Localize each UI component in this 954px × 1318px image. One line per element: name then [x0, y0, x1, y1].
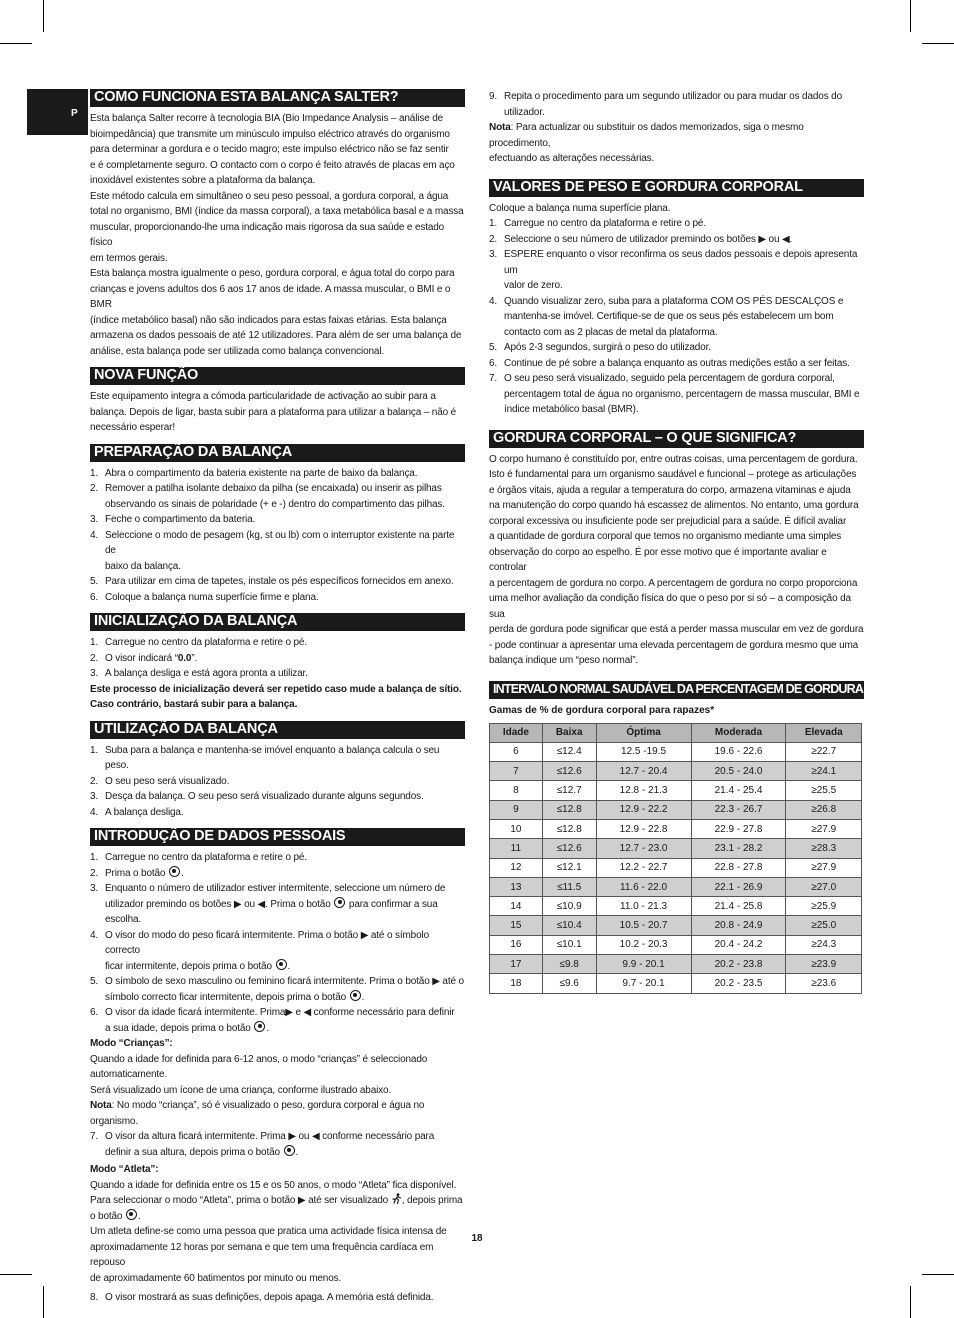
steps-list: [90, 1129, 465, 1160]
crop-mark: [0, 1274, 32, 1275]
text-line: Caso contrário, bastará subir para a balança.: [90, 699, 298, 710]
table-cell: ≤12.1: [542, 858, 596, 877]
text-line: perda de gordura pode significar que está a perder massa muscular em vez de gordura: [489, 624, 864, 635]
list-item: 5. Após 2-3 segundos, surgirá o peso do utilizador.: [489, 342, 711, 353]
text-line: em termos gerais.: [90, 252, 168, 264]
text-line: Quando a idade for definida entre os 15 e os 50 anos, o modo “Atleta” fica disponível.: [90, 1179, 457, 1191]
text-line: Esta balança Salter recorre à tecnologia BIA (Bio Impedance Analysis – análise de: [90, 113, 444, 124]
list-item: 8. O visor mostrará as suas definições, depois apaga. A memória está definida.: [90, 1292, 434, 1303]
section-heading: INTRODUÇÃO DE DADOS PESSOAIS: [90, 828, 465, 846]
section-body: [90, 111, 465, 359]
list-item: 1. Carregue no centro da plataforma e retire o pé.: [90, 852, 307, 863]
table-cell: ≤11.5: [542, 877, 596, 896]
text-line: a quantidade de gordura corporal que temos no organismo mediante uma simples: [489, 531, 842, 542]
table-row: [490, 877, 862, 896]
text-line: Para seleccionar o modo “Atleta”, prima o botão ▶ até ser visualizado , depois prima: [90, 1195, 463, 1206]
text-line: armazena os dados pessoais de até 12 utilizadores. Para além de ser uma balança de: [90, 330, 462, 341]
text-line: Este processo de inicialização deverá ser repetido caso mude a balança de sítio.: [90, 683, 462, 695]
set-button-icon: [254, 1021, 265, 1032]
table-cell: 9.7 - 20.1: [596, 974, 691, 993]
table-caption: Gamas de % de gordura corporal para rapazes*: [489, 704, 715, 716]
list-item: 1. Carregue no centro da plataforma e retire o pé.: [90, 637, 307, 648]
table-cell: 11: [490, 839, 543, 858]
section-heading: GORDURA CORPORAL – O QUE SIGNIFICA?: [489, 430, 864, 448]
text-line: Será visualizado um ícone de uma criança, conforme ilustrado abaixo.: [90, 1084, 392, 1096]
bold-note: [90, 682, 465, 713]
set-button-icon: [276, 959, 287, 970]
table-cell: 12.7 - 23.0: [596, 839, 691, 858]
table-row: [490, 935, 862, 954]
text-line: (índice metabólico basal) não são indicados para estas faixas etárias. Esta balança: [90, 314, 447, 326]
table-cell: 21.4 - 25.4: [691, 781, 786, 800]
list-item: 4. Quando visualizar zero, suba para a plataforma COM OS PÉS DESCALÇOS e mantenha-se imóvel. Certifique-se de que os seus pés estabelecem um bom contacto com as 2 placas de metal da plataforma.: [489, 295, 844, 338]
list-item: 7. O visor da altura ficará intermitente. Prima ▶ ou ◀ conforme necessário para definir a sua altura, depois prima o botão .: [90, 1131, 435, 1158]
table-cell: 22.8 - 27.8: [691, 858, 786, 877]
mode-title: Modo “Crianças”:: [90, 1038, 173, 1049]
list-item: 2. O visor indicará “0.0”.: [90, 652, 198, 664]
table-cell: ≥27.9: [786, 858, 862, 877]
steps-list: [489, 216, 864, 418]
text-line: Este método calcula em simultâneo o seu peso pessoal, a gordura corporal, a água: [90, 190, 449, 202]
table-row: [490, 916, 862, 935]
table-cell: 21.4 - 25.8: [691, 897, 786, 916]
table-cell: 20.5 - 24.0: [691, 762, 786, 781]
table-row: [490, 762, 862, 781]
list-item: 3. ESPERE enquanto o visor reconfirma os seus dados pessoais e depois apresenta um valor de zero.: [489, 249, 858, 291]
list-item: 9. Repita o procedimento para um segundo utilizador ou para mudar os dados do utilizador.: [489, 91, 843, 118]
text-line: automaticamente.: [90, 1069, 168, 1080]
text-line: crianças e jovens adultos dos 6 aos 17 anos de idade. A massa muscular, o BMI e o BMR: [90, 283, 451, 310]
table-cell: 22.1 - 26.9: [691, 877, 786, 896]
text-line: uma melhor avaliação da condição física do que o peso por si só – a composição da sua: [489, 593, 851, 620]
section-body: [489, 452, 864, 669]
list-item: 1. Suba para a balança e mantenha-se imóvel enquanto a balança calcula o seu peso.: [90, 744, 440, 771]
steps-list: [90, 850, 465, 1036]
list-item: 4. A balança desliga.: [90, 806, 184, 818]
table-cell: ≥26.8: [786, 800, 862, 819]
list-item: 2. Seleccione o seu número de utilizador premindo os botões ▶ ou ◀.: [489, 233, 793, 245]
table-cell: ≥23.6: [786, 974, 862, 993]
table-cell: 11.6 - 22.0: [596, 877, 691, 896]
table-cell: 17: [490, 955, 543, 974]
column-header: Elevada: [786, 723, 862, 742]
text-line: Isto é fundamental para um organismo saudável e funcional – protege as articulações: [489, 469, 857, 480]
table-cell: 20.2 - 23.8: [691, 955, 786, 974]
table-cell: ≥27.0: [786, 877, 862, 896]
table-row: [490, 839, 862, 858]
section-heading: NOVA FUNÇÃO: [90, 367, 465, 385]
table-header-row: [490, 723, 862, 742]
table-cell: 22.3 - 26.7: [691, 800, 786, 819]
page-number: 18: [471, 1233, 483, 1244]
section-heading: VALORES DE PESO E GORDURA CORPORAL: [489, 179, 864, 197]
table-cell: 16: [490, 935, 543, 954]
text-line: para determinar a gordura e o tecido magro; este impulso eléctrico não se faz sentir: [90, 144, 449, 155]
list-item: 6. O visor da idade ficará intermitente. Prima▶ e ◀ conforme necessário para definir a sua idade, depois prima o botão .: [90, 1007, 455, 1034]
steps-list: [489, 89, 864, 120]
set-button-icon: [350, 990, 361, 1001]
table-cell: 14: [490, 897, 543, 916]
section-heading: INICIALIZAÇÃO DA BALANÇA: [90, 613, 465, 631]
set-button-icon: [334, 897, 345, 908]
text-line: balança indique um “peso normal”.: [489, 655, 639, 666]
table-cell: 8: [490, 781, 543, 800]
steps-list: [90, 466, 465, 606]
table-cell: 20.2 - 23.5: [691, 974, 786, 993]
table-cell: ≥24.3: [786, 935, 862, 954]
text-line: bioimpedância) que transmite um minúsculo impulso eléctrico através do organismo: [90, 128, 450, 140]
text-line: análise, esta balança pode ser utilizada como balança convencional.: [90, 345, 385, 357]
list-item: 3. Enquanto o número de utilizador estiver intermitente, seleccione um número de utilizador premindo os botões ▶ ou ◀. Prima o botão para confirmar a sua escolha.: [90, 883, 446, 925]
list-item: 2. Remover a patilha isolante debaixo da pilha (se encaixada) ou inserir as pilhas observando os sinais de polaridade (+ e -) dentro do compartimento das pilhas.: [90, 483, 445, 510]
crop-mark: [910, 1286, 911, 1318]
table-cell: ≤12.4: [542, 742, 596, 761]
table-cell: 6: [490, 742, 543, 761]
right-column: [489, 89, 931, 994]
crop-mark: [910, 0, 911, 32]
athlete-icon: [391, 1193, 402, 1204]
text-line: e órgãos vitais, ajuda a regular a temperatura do corpo, armazena vitaminas e ajuda: [489, 484, 851, 496]
set-button-icon: [284, 1145, 295, 1156]
table-row: [490, 974, 862, 993]
table-cell: 22.9 - 27.8: [691, 819, 786, 838]
table-cell: ≤12.8: [542, 800, 596, 819]
table-cell: 20.4 - 24.2: [691, 935, 786, 954]
list-item: 1. Carregue no centro da plataforma e retire o pé.: [489, 218, 706, 229]
table-row: [490, 800, 862, 819]
column-header: Moderada: [691, 723, 786, 742]
table-cell: 7: [490, 762, 543, 781]
text-line: corporal excessiva ou insuficiente pode ser prejudicial para a saúde. É difícil avaliar: [489, 515, 847, 527]
table-cell: 15: [490, 916, 543, 935]
table-cell: ≥23.9: [786, 955, 862, 974]
table-cell: ≥25.9: [786, 897, 862, 916]
table-cell: 23.1 - 28.2: [691, 839, 786, 858]
list-item: 5. Para utilizar em cima de tapetes, instale os pés específicos fornecidos em anexo.: [90, 576, 454, 587]
section-heading: INTERVALO NORMAL SAUDÁVEL DA PERCENTAGEM DE GORDURA CORPORAL: [489, 681, 864, 699]
text-line: balança. Depois de ligar, basta subir para a plataforma para utilizar a balança – não é: [90, 406, 457, 418]
table-cell: ≤10.4: [542, 916, 596, 935]
table-cell: 12.2 - 22.7: [596, 858, 691, 877]
table-cell: 12.7 - 20.4: [596, 762, 691, 781]
text-line: o botão .: [90, 1210, 141, 1222]
table-row: [490, 742, 862, 761]
table-cell: 13: [490, 877, 543, 896]
list-item: 2. O seu peso será visualizado.: [90, 775, 230, 787]
table-cell: ≤9.6: [542, 974, 596, 993]
text-line: na manutenção do corpo quando há escassez de alimentos. No entanto, uma gordura: [489, 500, 859, 511]
text-line: Coloque a balança numa superfície plana.: [489, 202, 671, 214]
list-item: 2. Prima o botão .: [90, 867, 184, 879]
crop-mark: [43, 0, 44, 32]
table-cell: ≥27.9: [786, 819, 862, 838]
table-row: [490, 897, 862, 916]
table-cell: 20.8 - 24.9: [691, 916, 786, 935]
section-heading: COMO FUNCIONA ESTA BALANÇA SALTER?: [90, 89, 465, 107]
list-item: 5. O símbolo de sexo masculino ou feminino ficará intermitente. Prima o botão ▶ até o símbolo correcto ficar intermitente, depois prima o botão .: [90, 976, 464, 1003]
table-cell: 10.2 - 20.3: [596, 935, 691, 954]
text-line: e é completamente seguro. O contacto com o corpo é feito através de placas em aço: [90, 159, 455, 171]
table-cell: 9.9 - 20.1: [596, 955, 691, 974]
crop-mark: [0, 43, 32, 44]
steps-list: [90, 743, 465, 821]
section-heading: PREPARAÇÃO DA BALANÇA: [90, 444, 465, 462]
table-cell: 12.5 -19.5: [596, 742, 691, 761]
text-line: Quando a idade for definida para 6-12 anos, o modo “crianças” é seleccionado: [90, 1053, 428, 1065]
text-line: total no organismo, BMI (índice da massa corporal), a taxa metabólica basal e a massa: [90, 206, 464, 217]
table-cell: ≤12.6: [542, 839, 596, 858]
crop-mark: [43, 1286, 44, 1318]
section-heading: UTILIZAÇÃO DA BALANÇA: [90, 721, 465, 739]
mode-title: Modo “Atleta”:: [90, 1164, 159, 1175]
text-line: aproximadamente 12 horas por semana e que tem uma frequência cardíaca em repouso: [90, 1241, 434, 1268]
table-cell: 10: [490, 819, 543, 838]
table-cell: ≤12.6: [542, 762, 596, 781]
table-row: [490, 819, 862, 838]
table-cell: ≤9.8: [542, 955, 596, 974]
table-cell: 12.9 - 22.2: [596, 800, 691, 819]
column-header: Baixa: [542, 723, 596, 742]
table-cell: 11.0 - 21.3: [596, 897, 691, 916]
table-cell: 18: [490, 974, 543, 993]
set-button-icon: [126, 1209, 137, 1220]
set-button-icon: [169, 866, 180, 877]
table-row: [490, 955, 862, 974]
table-cell: ≥24.1: [786, 762, 862, 781]
table-cell: ≥28.3: [786, 839, 862, 858]
text-line: Esta balança mostra igualmente o peso, gordura corporal, e água total do corpo para: [90, 268, 455, 279]
list-item: 4. O visor do modo do peso ficará intermitente. Prima o botão ▶ até o símbolo correcto ficar intermitente, depois prima o botão .: [90, 929, 429, 972]
language-tab: P: [27, 89, 88, 135]
crop-mark: [922, 1274, 954, 1275]
table-cell: 19.6 - 22.6: [691, 742, 786, 761]
column-header: Idade: [490, 723, 543, 742]
table-cell: ≤12.8: [542, 819, 596, 838]
column-header: Óptima: [596, 723, 691, 742]
table-cell: ≥25.0: [786, 916, 862, 935]
steps-list: [90, 635, 465, 682]
text-line: Este equipamento integra a cómoda particularidade de activação ao subir para a: [90, 391, 436, 402]
text-line: - pode continuar a apresentar uma elevada percentagem de gordura mesmo que uma: [489, 639, 859, 651]
section-body: [90, 389, 465, 436]
list-item: 4. Seleccione o modo de pesagem (kg, st ou lb) com o interruptor existente na parte de baixo da balança.: [90, 529, 455, 572]
table-row: [490, 781, 862, 800]
list-item: 7. O seu peso será visualizado, seguido pela percentagem de gordura corporal, percentagem total de água no organismo, percentagem de massa muscular, BMI e índice metabólico basal (BMR).: [489, 373, 860, 415]
note: Nota: Para actualizar ou substituir os dados memorizados, siga o mesmo procedimento,: [489, 122, 804, 149]
list-item: 1. Abra o compartimento da bateria existente na parte de baixo da balança.: [90, 467, 418, 479]
list-item: 3. A balança desliga e está agora pronta a utilizar.: [90, 668, 308, 679]
steps-list: [90, 1290, 465, 1306]
crop-mark: [922, 43, 954, 44]
table-cell: 10.5 - 20.7: [596, 916, 691, 935]
list-item: 3. Desça da balança. O seu peso será visualizado durante alguns segundos.: [90, 791, 424, 802]
note: efectuando as alterações necessárias.: [489, 153, 655, 164]
table-cell: ≤10.9: [542, 897, 596, 916]
body-fat-table: [489, 723, 862, 994]
table-cell: ≥25.5: [786, 781, 862, 800]
text-line: O corpo humano é constituído por, entre outras coisas, uma percentagem de gordura.: [489, 453, 858, 465]
note: Nota: No modo “criança”, só é visualizado o peso, gordura corporal e água no organismo.: [90, 1100, 425, 1127]
left-column: [90, 89, 465, 1306]
text-line: inoxidável existentes sobre a plataforma da balança.: [90, 175, 316, 186]
list-item: 6. Continue de pé sobre a balança enquanto as outras medições estão a ser feitas.: [489, 357, 850, 369]
table-cell: ≤10.1: [542, 935, 596, 954]
table-row: [490, 858, 862, 877]
text-line: a percentagem de gordura no corpo. A percentagem de gordura no corpo proporciona: [489, 577, 858, 589]
text-line: de aproximadamente 60 batimentos por minuto ou menos.: [90, 1272, 342, 1284]
table-cell: 12.9 - 22.8: [596, 819, 691, 838]
text-line: muscular, proporcionando-lhe uma indicação mais rigorosa da sua saúde e estado físico: [90, 221, 445, 248]
table-cell: ≤12.7: [542, 781, 596, 800]
table-cell: 9: [490, 800, 543, 819]
table-cell: 12: [490, 858, 543, 877]
text-line: necessário esperar!: [90, 422, 175, 433]
text-line: observação do corpo ao espelho. É por esse motivo que é importante avaliar e controlar: [489, 546, 827, 573]
list-item: 3. Feche o compartimento da bateria.: [90, 514, 256, 525]
mode-description: [90, 1052, 465, 1099]
table-cell: ≥22.7: [786, 742, 862, 761]
text-line: Um atleta define-se como uma pessoa que pratica uma actividade física intensa de: [90, 1226, 447, 1237]
list-item: 6. Coloque a balança numa superfície firme e plana.: [90, 591, 319, 603]
table-cell: 12.8 - 21.3: [596, 781, 691, 800]
